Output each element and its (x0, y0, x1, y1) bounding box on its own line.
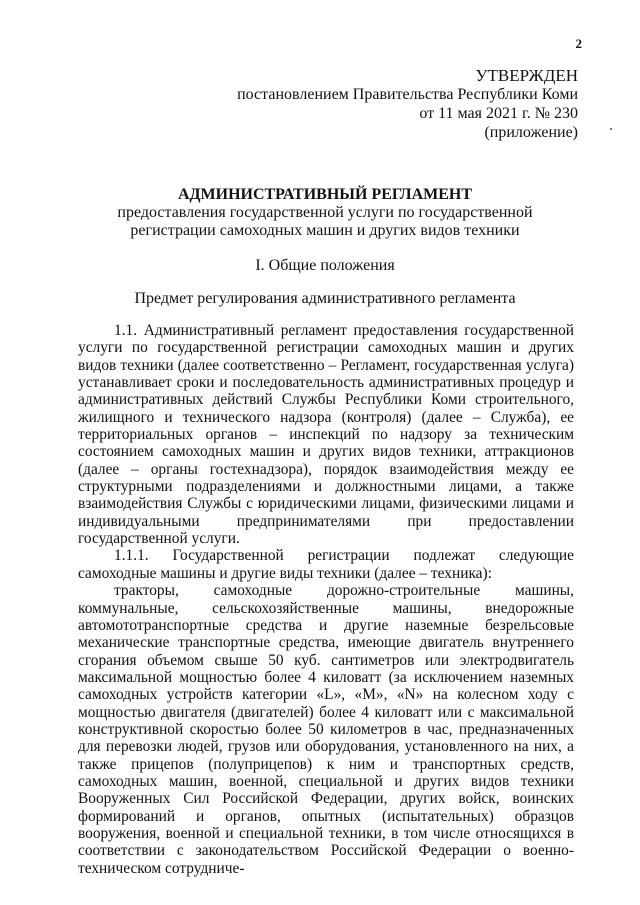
body-text (78, 322, 574, 877)
approval-line-2: от 11 мая 2021 г. № 230 (419, 105, 578, 122)
subject-title: Предмет регулирования административного регламента (134, 290, 516, 307)
approval-line-1: постановлением Правительства Республики Коми (237, 86, 578, 103)
approval-line-3: (приложение) (484, 124, 578, 141)
document-title-block (64, 185, 586, 240)
section-title: I. Общие положения (255, 257, 395, 274)
document-subtitle-line-2: регистрации самоходных машин и других видов техники (130, 222, 520, 239)
approval-title: УТВЕРЖДЕН (475, 66, 578, 85)
paragraph-vehicle-list: тракторы, самоходные дорожно-строительные машины, коммунальные, сельскохозяйственные машины, внедорожные автомототранспортные средства и другие наземные безрельсовые механические транспортные средства, имеющие двигатель внутреннего сгорания объемом свыше 50 куб. сантиметров или электродвигатель максимальной мощностью более 4 киловатт (за исключением наземных самоходных устройств категории «L», «M», «N» на колесном ходу с мощностью двигателя (двигателей) более 4 киловатт или с максимальной конструктивной скоростью более 50 километров в час, предназначенных для перевозки людей, грузов или оборудования, установленного на них, а также прицепов (полуприцепов) к ним и транспортных средств, самоходных машин, военной, специальной и других видов техники Вооруженных Сил Российской Федерации, других войск, воинских формирований и органов, опытных (испытательных) образцов вооружения, военной и специальной техники, в том числе относящихся в соответствии с законодательством Российской Федерации о военно-техническом сотрудниче- (78, 582, 574, 877)
approval-stamp (237, 66, 578, 142)
paragraph-1-1-1: 1.1.1. Государственной регистрации подлежат следующие самоходные машины и другие виды техники (далее – техника): (78, 547, 574, 582)
page-number: 2 (575, 36, 582, 51)
scan-speck (610, 128, 612, 130)
document-subtitle-line-1: предоставления государственной услуги по государственной (117, 204, 533, 221)
paragraph-1-1: 1.1. Административный регламент предоставления государственной услуги по государственной регистрации самоходных машин и других видов техники (далее соответственно – Регламент, государственная услуга) устанавливает сроки и последовательность административных процедур и административных действий Службы Республики Коми строительного, жилищного и технического надзора (контроля) (далее – Служба), ее территориальных органов – инспекций по надзору за техническим состоянием самоходных машин и других видов техники, аттракционов (далее – органы гостехнадзора), порядок взаимодействия между ее структурными подразделениями и должностными лицами, а также взаимодействия Службы с юридическими лицами, физическими лицами и индивидуальными предпринимателями при предоставлении государственной услуги. (78, 322, 574, 548)
document-title: АДМИНИСТРАТИВНЫЙ РЕГЛАМЕНТ (177, 186, 473, 203)
